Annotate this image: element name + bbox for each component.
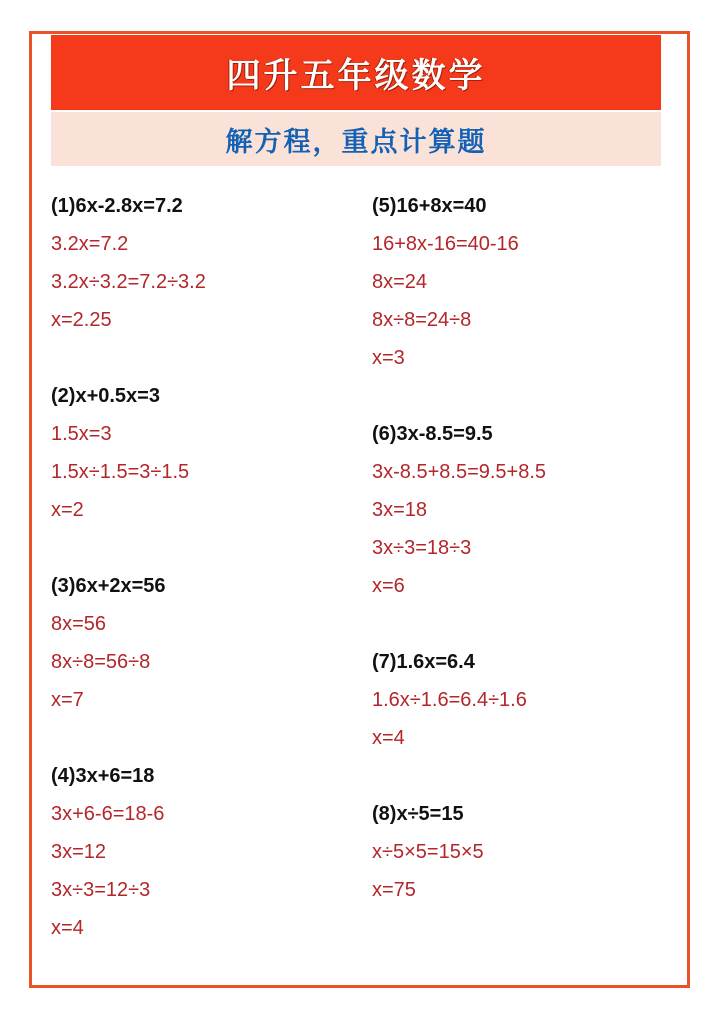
problem-question: (3)6x+2x=56 <box>51 575 166 597</box>
problem-5 <box>372 192 546 382</box>
subtitle-banner <box>51 112 661 166</box>
problem-2 <box>51 382 206 534</box>
page-title: 四升五年级数学 <box>226 56 486 96</box>
solution-step: 3x=12 <box>51 841 107 863</box>
solution-step: x=3 <box>372 347 405 369</box>
solution-step: x÷5×5=15×5 <box>372 841 484 863</box>
left-column <box>51 192 206 952</box>
problem-3 <box>51 572 206 724</box>
solution-step: 8x=56 <box>51 613 107 635</box>
problem-6 <box>372 420 546 610</box>
solution-step: x=75 <box>372 879 416 901</box>
solution-step: x=4 <box>372 727 405 749</box>
right-column <box>372 192 546 914</box>
problem-question: (2)x+0.5x=3 <box>51 385 160 407</box>
solution-step: 3x+6-6=18-6 <box>51 803 165 825</box>
page-subtitle: 解方程，重点计算题 <box>225 126 487 158</box>
solution-step: 8x=24 <box>372 271 428 293</box>
solution-step: 3x=18 <box>372 499 428 521</box>
solution-step: 1.6x÷1.6=6.4÷1.6 <box>372 689 527 711</box>
solution-step: 8x÷8=24÷8 <box>372 309 472 331</box>
solution-step: x=4 <box>51 917 84 939</box>
problem-question: (4)3x+6=18 <box>51 765 155 787</box>
problem-question: (7)1.6x=6.4 <box>372 651 475 673</box>
solution-step: x=2.25 <box>51 309 112 331</box>
problem-8 <box>372 800 546 914</box>
problem-question: (6)3x-8.5=9.5 <box>372 423 493 445</box>
title-banner <box>51 35 661 110</box>
solution-step: 8x÷8=56÷8 <box>51 651 151 673</box>
problem-4 <box>51 762 206 952</box>
solution-step: 1.5x÷1.5=3÷1.5 <box>51 461 190 483</box>
solution-step: 1.5x=3 <box>51 423 112 445</box>
solution-step: 3x÷3=12÷3 <box>51 879 151 901</box>
solution-step: x=6 <box>372 575 405 597</box>
solution-step: 16+8x-16=40-16 <box>372 233 519 255</box>
problem-question: (5)16+8x=40 <box>372 195 487 217</box>
solution-step: 3x-8.5+8.5=9.5+8.5 <box>372 461 547 483</box>
problem-1 <box>51 192 206 344</box>
solution-step: x=2 <box>51 499 84 521</box>
solution-step: 3x÷3=18÷3 <box>372 537 472 559</box>
solution-step: x=7 <box>51 689 84 711</box>
problem-question: (8)x÷5=15 <box>372 803 464 825</box>
problem-7 <box>372 648 546 762</box>
problem-question: (1)6x-2.8x=7.2 <box>51 195 183 217</box>
solution-step: 3.2x÷3.2=7.2÷3.2 <box>51 271 206 293</box>
solution-step: 3.2x=7.2 <box>51 233 129 255</box>
